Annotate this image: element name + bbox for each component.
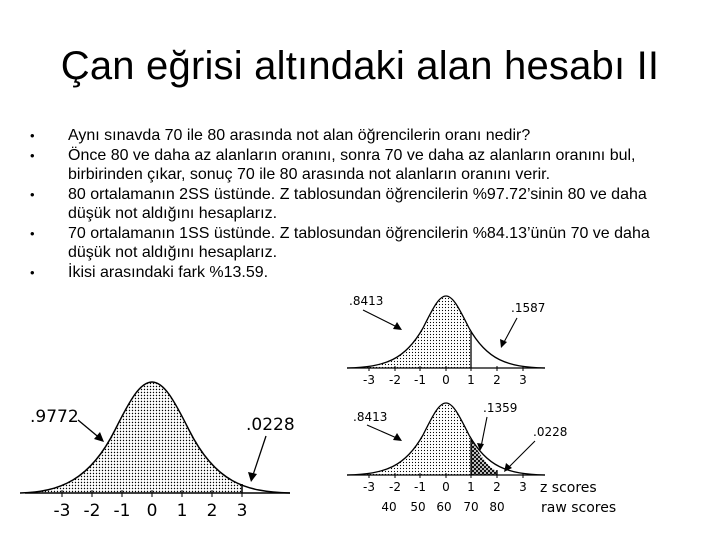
normal-curve-figure-left: [20, 370, 300, 530]
area-label-left: .9772: [30, 407, 79, 427]
raw-score-label: 70: [463, 500, 479, 514]
bullet-dot-icon: •: [30, 128, 35, 143]
pointer-arrowhead: [94, 432, 104, 442]
raw-score-label: 80: [489, 500, 505, 514]
pointer-arrowhead: [500, 339, 507, 348]
pointer-arrow: [367, 425, 399, 439]
bullet-list: [30, 126, 660, 283]
slide-title: Çan eğrisi altındaki alan hesabı II: [60, 44, 660, 88]
tick-label: -1: [414, 480, 426, 494]
area-label-left: .8413: [353, 410, 388, 424]
area-label-right: .0228: [533, 425, 568, 439]
pointer-arrowhead: [248, 472, 257, 482]
raw-score-label: 40: [381, 500, 397, 514]
area-label-left: .8413: [349, 294, 384, 308]
pointer-arrow: [507, 441, 535, 469]
raw-scores-label: raw scores: [541, 500, 617, 516]
bullet-item: [30, 185, 660, 223]
tick-label: 2: [493, 373, 501, 387]
tick-label: 0: [442, 480, 450, 494]
bullet-text: Aynı sınavda 70 ile 80 arasında not alan öğrencilerin oranı nedir?: [68, 127, 531, 144]
tick-label: 3: [519, 373, 527, 387]
tick-label: -3: [363, 373, 375, 387]
bullet-text: 70 ortalamanın 1SS üstünde. Z tablosundan öğrencilerin %84.13’ünün 70 ve daha düşük not aldığını hesaplarız.: [68, 225, 650, 261]
bullet-dot-icon: •: [30, 148, 35, 163]
tick-label: -1: [414, 373, 426, 387]
tick-label: -3: [53, 501, 71, 521]
tick-label: 1: [176, 501, 188, 521]
bullet-item: [30, 146, 660, 184]
normal-curve-figure-top-right: [345, 288, 565, 388]
bullet-item: [30, 224, 660, 262]
bullet-dot-icon: •: [30, 226, 35, 241]
pointer-arrow: [503, 318, 517, 344]
tick-label: 1: [467, 373, 475, 387]
tick-label: -2: [389, 480, 401, 494]
tick-label: -3: [363, 480, 375, 494]
raw-score-label: 60: [436, 500, 452, 514]
z-scores-label: z scores: [540, 480, 597, 496]
area-label-right: .0228: [246, 415, 295, 435]
tick-label: -1: [113, 501, 131, 521]
tick-label: 2: [493, 480, 501, 494]
raw-score-label: 50: [410, 500, 426, 514]
tick-label: 3: [236, 501, 248, 521]
pointer-arrowhead: [477, 443, 484, 451]
normal-curve-figure-bottom-right: [345, 395, 645, 525]
tick-label: 2: [206, 501, 218, 521]
area-label-middle: .1359: [483, 401, 518, 415]
tick-label: -2: [389, 373, 401, 387]
bullet-text: İkisi arasındaki fark %13.59.: [68, 264, 269, 281]
pointer-arrow: [481, 417, 487, 447]
pointer-arrow: [363, 310, 399, 328]
tick-label: -2: [83, 501, 101, 521]
bullet-dot-icon: •: [30, 265, 35, 280]
bullet-text: Önce 80 ve daha az alanların oranını, sonra 70 ve daha az alanların oranını bul, birbirinden çıkar, sonuç 70 ile 80 arasında not alanların oranını verir.: [68, 147, 636, 183]
bullet-text: 80 ortalamanın 2SS üstünde. Z tablosundan öğrencilerin %97.72’sinin 80 ve daha düşük not aldığını hesaplarız.: [68, 186, 647, 222]
tick-label: 3: [519, 480, 527, 494]
tick-label: 1: [467, 480, 475, 494]
shaded-area-left: [20, 382, 242, 493]
area-label-right: .1587: [511, 301, 546, 315]
tick-label: 0: [146, 501, 158, 521]
bullet-item: [30, 263, 660, 282]
bullet-item: [30, 126, 660, 145]
tick-label: 0: [442, 373, 450, 387]
pointer-arrow: [252, 436, 266, 478]
bullet-dot-icon: •: [30, 187, 35, 202]
